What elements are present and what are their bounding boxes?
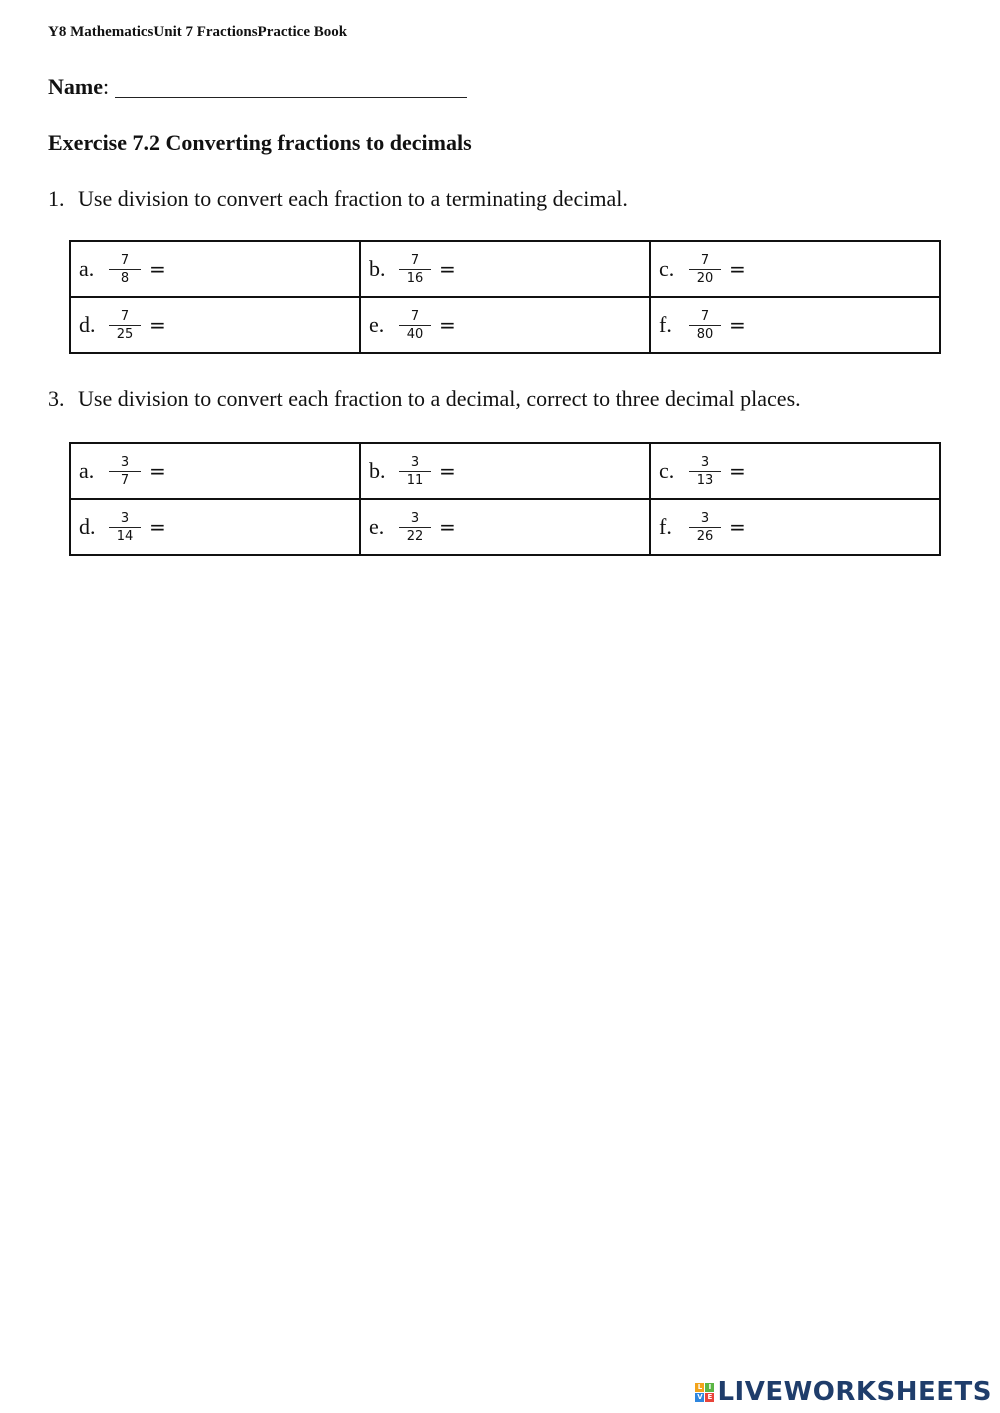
numerator: 7 <box>700 252 710 268</box>
logo-mark-tile: I <box>705 1383 714 1392</box>
liveworksheets-logo <box>695 1377 992 1407</box>
numerator: 7 <box>410 252 420 268</box>
question-text: Use division to convert each fraction to a decimal, correct to three decimal places. <box>78 386 801 411</box>
question-1 <box>48 186 628 212</box>
table-row <box>70 499 940 555</box>
answer-cell[interactable] <box>360 443 650 499</box>
fraction <box>689 309 721 342</box>
equals-sign: = <box>149 257 166 281</box>
answer-cell[interactable] <box>70 499 360 555</box>
numerator: 7 <box>410 308 420 324</box>
item-letter: f. <box>659 514 672 539</box>
equals-sign: = <box>729 313 746 337</box>
fraction <box>109 511 141 544</box>
denominator: 22 <box>406 528 424 544</box>
question-number: 1. <box>48 186 65 211</box>
table-row <box>70 297 940 353</box>
item-letter: c. <box>659 458 675 483</box>
numerator: 3 <box>410 454 420 470</box>
item-letter: e. <box>369 514 385 539</box>
item-letter: d. <box>79 312 96 337</box>
fraction <box>689 253 721 286</box>
denominator: 20 <box>696 270 714 286</box>
question-1-table <box>69 240 941 354</box>
equals-sign: = <box>149 459 166 483</box>
question-number: 3. <box>48 386 65 411</box>
equals-sign: = <box>729 515 746 539</box>
item-letter: c. <box>659 256 675 281</box>
question-3 <box>48 386 801 412</box>
fraction <box>399 511 431 544</box>
fraction <box>399 309 431 342</box>
name-label: Name <box>48 74 103 99</box>
equals-sign: = <box>729 459 746 483</box>
answer-cell[interactable] <box>70 443 360 499</box>
equals-sign: = <box>439 313 456 337</box>
fraction <box>109 455 141 488</box>
numerator: 7 <box>120 308 130 324</box>
numerator: 3 <box>700 510 710 526</box>
logo-text: LIVEWORKSHEETS <box>717 1377 992 1407</box>
equals-sign: = <box>149 515 166 539</box>
page-header: Y8 MathematicsUnit 7 FractionsPractice Book <box>48 24 348 40</box>
name-colon: : <box>102 74 110 99</box>
item-letter: b. <box>369 256 386 281</box>
answer-cell[interactable] <box>70 297 360 353</box>
item-letter: b. <box>369 458 386 483</box>
equals-sign: = <box>149 313 166 337</box>
fraction <box>399 253 431 286</box>
answer-cell[interactable] <box>360 297 650 353</box>
denominator: 25 <box>116 326 134 342</box>
numerator: 3 <box>120 510 130 526</box>
fraction <box>689 511 721 544</box>
denominator: 14 <box>116 528 134 544</box>
numerator: 7 <box>120 252 130 268</box>
fraction <box>109 253 141 286</box>
item-letter: a. <box>79 256 95 281</box>
answer-cell[interactable] <box>650 297 940 353</box>
logo-mark-tile: L <box>695 1383 704 1392</box>
equals-sign: = <box>439 515 456 539</box>
logo-mark-tile: E <box>705 1393 714 1402</box>
fraction <box>689 455 721 488</box>
name-blank[interactable] <box>115 75 467 98</box>
denominator: 40 <box>406 326 424 342</box>
fraction <box>399 455 431 488</box>
answer-cell[interactable] <box>360 499 650 555</box>
table-row <box>70 443 940 499</box>
denominator: 8 <box>120 270 130 286</box>
question-3-table <box>69 442 941 556</box>
table-row <box>70 241 940 297</box>
logo-mark-tile: V <box>697 1392 703 1401</box>
equals-sign: = <box>439 459 456 483</box>
answer-cell[interactable] <box>360 241 650 297</box>
denominator: 26 <box>696 528 714 544</box>
numerator: 3 <box>120 454 130 470</box>
equals-sign: = <box>439 257 456 281</box>
logo-mark-icon <box>695 1383 714 1402</box>
denominator: 80 <box>696 326 714 342</box>
item-letter: d. <box>79 514 96 539</box>
answer-cell[interactable] <box>70 241 360 297</box>
denominator: 16 <box>406 270 424 286</box>
item-letter: a. <box>79 458 95 483</box>
denominator: 7 <box>120 472 130 488</box>
item-letter: f. <box>659 312 672 337</box>
item-letter: e. <box>369 312 385 337</box>
name-line <box>48 74 467 100</box>
denominator: 13 <box>696 472 714 488</box>
numerator: 7 <box>700 308 710 324</box>
numerator: 3 <box>700 454 710 470</box>
denominator: 11 <box>406 472 424 488</box>
exercise-title: Exercise 7.2 Converting fractions to decimals <box>48 130 472 155</box>
question-text: Use division to convert each fraction to a terminating decimal. <box>78 186 628 211</box>
numerator: 3 <box>410 510 420 526</box>
equals-sign: = <box>729 257 746 281</box>
answer-cell[interactable] <box>650 443 940 499</box>
answer-cell[interactable] <box>650 499 940 555</box>
answer-cell[interactable] <box>650 241 940 297</box>
fraction <box>109 309 141 342</box>
